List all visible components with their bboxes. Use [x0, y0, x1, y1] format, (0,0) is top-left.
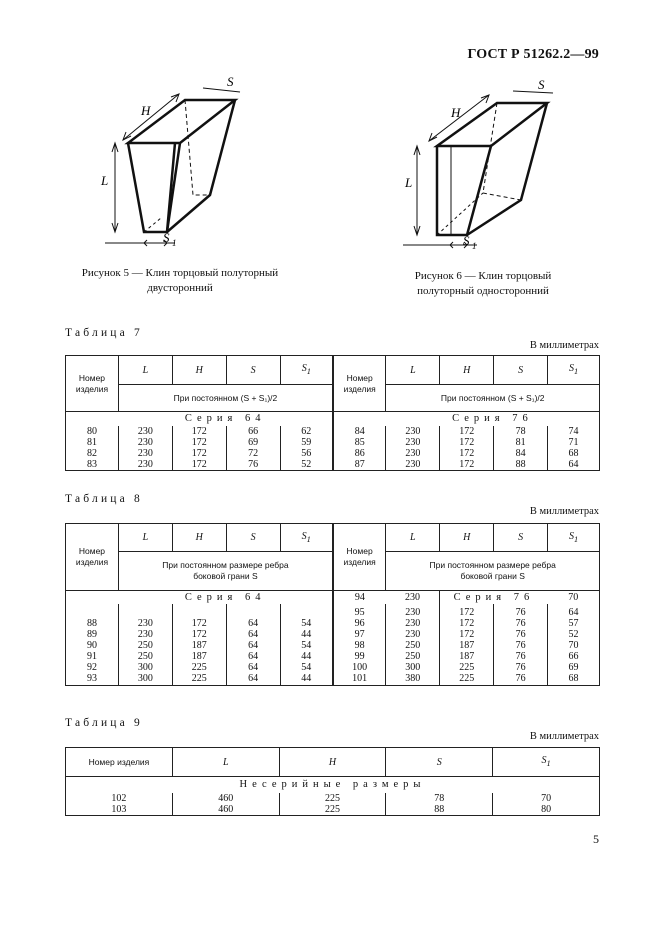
table-cell: 68 [548, 673, 600, 684]
table-cell: 172 [440, 618, 494, 629]
t7-body [66, 426, 600, 471]
table-cell: 172 [172, 459, 226, 471]
table-cell: 300 [118, 673, 172, 684]
table-cell: 64 [226, 629, 280, 640]
t9-col-s1-sub: 1 [546, 759, 551, 768]
t8-col-s1-right-main: S [568, 530, 574, 542]
document-header: ГОСТ Р 51262.2—99 [467, 47, 599, 62]
table-cell: 172 [172, 618, 226, 629]
table-row [66, 607, 600, 618]
table-cell-empty [118, 684, 172, 686]
table-cell: 70 [548, 640, 600, 651]
table-cell: 80 [493, 804, 600, 816]
table-cell: 225 [440, 673, 494, 684]
table-cell: 64 [226, 651, 280, 662]
table-cell-empty [386, 684, 440, 686]
t7-col-s1-left-sub: 1 [306, 367, 311, 376]
table-cell: 187 [172, 640, 226, 651]
table-cell: 225 [172, 673, 226, 684]
fig6-label-s: S [538, 77, 545, 92]
table-cell: 72 [226, 448, 280, 459]
table-cell: 80 [66, 426, 119, 437]
table-cell: 82 [66, 448, 119, 459]
t7-col-h-right: H [440, 356, 494, 385]
table-cell: 93 [66, 673, 119, 684]
fig6-label-s1: S [463, 233, 470, 248]
t8-col-s1-right-sub: 1 [573, 534, 579, 544]
table-cell-empty [66, 412, 119, 426]
table-cell: 250 [118, 651, 172, 662]
table-9-units: В миллиметрах [529, 731, 599, 742]
table-cell: 84 [333, 426, 386, 437]
table-cell: 225 [279, 804, 386, 816]
table-cell: 230 [118, 437, 172, 448]
t8-condition-right [386, 552, 600, 591]
table-cell: 78 [386, 793, 493, 804]
table-cell: 230 [118, 618, 172, 629]
t7-col-s1-left-main: S [301, 363, 307, 374]
table-row [66, 793, 600, 804]
fig5-label-s1: S [163, 230, 170, 245]
table-cell: 225 [172, 662, 226, 673]
table-cell: 76 [494, 662, 548, 673]
table-cell: 95 [333, 607, 386, 618]
table-cell: 76 [494, 618, 548, 629]
fig6-label-s1-sub: 1 [472, 241, 477, 251]
table-cell-empty [226, 607, 280, 618]
table-cell: 64 [548, 459, 600, 471]
figure-6-caption-line1: Рисунок 6 — Клин торцовый [414, 270, 552, 282]
table-cell: 230 [118, 448, 172, 459]
table-cell: 250 [118, 640, 172, 651]
figure-6-drawing [395, 75, 565, 255]
t8-condition-left-line1: При постоянном размере ребра [162, 560, 289, 570]
table-cell: 172 [172, 437, 226, 448]
table-cell: 230 [386, 607, 440, 618]
t7-series-right: Серия 76 [386, 412, 600, 426]
table-cell-empty [66, 684, 119, 686]
table-7-title: Таблица 7 [65, 327, 143, 339]
t8-condition-left-line2: боковой грани S [193, 571, 258, 581]
t8-condition-left [118, 552, 332, 591]
table-cell: 100 [333, 662, 386, 673]
t7-col-s1-right [548, 356, 600, 385]
table-cell: 94 [333, 591, 386, 604]
table-row [66, 426, 600, 437]
t8-col-l-right: L [386, 524, 440, 552]
table-row [66, 618, 600, 629]
table-cell: 76 [494, 651, 548, 662]
table-row [66, 662, 600, 673]
table-cell: 56 [301, 447, 312, 459]
table-cell: 76 [494, 607, 548, 618]
t7-col-s1-right-main: S [568, 363, 574, 374]
table-cell: 380 [386, 673, 440, 684]
table-cell: 187 [440, 640, 494, 651]
t7-col-s-left: S [226, 356, 280, 385]
table-row [66, 651, 600, 662]
table-cell: 64 [548, 607, 600, 618]
table-cell: 88 [386, 804, 493, 816]
table-cell-empty [66, 591, 119, 604]
t7-col-l-left: L [118, 356, 172, 385]
t7-series-left: Серия 64 [118, 412, 333, 426]
table-cell: 460 [172, 793, 279, 804]
table-cell: 81 [66, 437, 119, 448]
table-7-units: В миллиметрах [529, 340, 599, 351]
t7-col-s1-right-sub: 1 [573, 367, 579, 376]
table-cell: 66 [226, 426, 280, 437]
table-cell: 85 [333, 437, 386, 448]
table-cell: 44 [301, 628, 312, 640]
table-cell: 225 [279, 793, 386, 804]
table-cell: 230 [386, 459, 440, 471]
table-cell-empty [172, 607, 226, 618]
table-cell: 59 [301, 436, 312, 448]
t8-col-s1-left-main: S [301, 530, 307, 542]
table-cell-empty [333, 412, 386, 426]
table-8 [65, 523, 600, 686]
table-cell: 44 [301, 672, 312, 684]
table-cell: 102 [66, 793, 173, 804]
table-cell: 172 [440, 459, 494, 471]
table-cell: 88 [66, 618, 119, 629]
table-cell: 230 [118, 629, 172, 640]
fig5-label-h: H [141, 103, 151, 118]
table-row [66, 629, 600, 640]
table-cell: 84 [494, 448, 548, 459]
figure-5-caption-line1: Рисунок 5 — Клин торцовый полуторный [81, 267, 279, 279]
table-cell: 300 [386, 662, 440, 673]
table-9-title: Таблица 9 [65, 717, 143, 729]
table-cell: 44 [301, 650, 312, 662]
t9-col-s1-main: S [541, 755, 547, 766]
table-cell: 83 [66, 459, 119, 471]
table-cell: 86 [333, 448, 386, 459]
table-cell: 62 [301, 425, 312, 437]
t8-col-s1-left-sub: 1 [306, 534, 311, 544]
table-cell: 230 [386, 448, 440, 459]
fig5-label-s1-sub: 1 [172, 238, 177, 248]
t8-col-h-left: H [172, 524, 226, 552]
table-cell: 91 [66, 651, 119, 662]
t9-col-h: H [279, 748, 386, 777]
table-cell: 76 [494, 673, 548, 684]
table-cell: 92 [66, 662, 119, 673]
t7-col-l-right: L [386, 356, 440, 385]
table-cell: 68 [548, 448, 600, 459]
table-cell: 230 [386, 437, 440, 448]
table-cell: 187 [440, 651, 494, 662]
table-cell: 76 [226, 459, 280, 471]
table-cell: 54 [301, 617, 312, 629]
table-cell: 172 [440, 629, 494, 640]
table-cell: 87 [333, 459, 386, 471]
table-cell-empty [440, 684, 494, 686]
table-cell: 69 [548, 662, 600, 673]
table-cell-empty [494, 684, 548, 686]
table-cell: 103 [66, 804, 173, 816]
table-cell: 250 [386, 651, 440, 662]
table-cell: 52 [548, 629, 600, 640]
table-cell-empty [280, 684, 333, 686]
table-cell: 172 [172, 448, 226, 459]
table-cell-empty [172, 684, 226, 686]
t9-series: Несерийные размеры [66, 777, 600, 793]
table-cell: 69 [226, 437, 280, 448]
table-cell: 97 [333, 629, 386, 640]
table-cell: 71 [548, 437, 600, 448]
table-8-units: В миллиметрах [529, 506, 599, 517]
t8-col-item-right: Номер изделия [333, 524, 386, 591]
table-cell: 230 [386, 591, 440, 604]
table-cell: 90 [66, 640, 119, 651]
table-cell: 172 [440, 426, 494, 437]
table-cell: 57 [548, 618, 600, 629]
table-cell: 76 [494, 640, 548, 651]
table-cell: 225 [440, 662, 494, 673]
t7-col-s-right: S [494, 356, 548, 385]
table-cell: 64 [226, 640, 280, 651]
table-cell-empty [280, 607, 333, 618]
table-cell: 300 [118, 662, 172, 673]
table-cell: 230 [386, 629, 440, 640]
t7-col-item-left: Номер изделия [66, 356, 119, 412]
table-cell: 460 [172, 804, 279, 816]
fig5-label-l: L [101, 173, 109, 188]
t9-col-s1 [493, 748, 600, 777]
table-cell-empty [66, 607, 119, 618]
table-row [66, 673, 600, 684]
t7-col-item-right: Номер изделия [333, 356, 386, 412]
fig6-label-h: H [451, 105, 461, 120]
table-cell: 172 [440, 437, 494, 448]
table-cell: 66 [548, 651, 600, 662]
fig6-label-l: L [405, 175, 413, 190]
table-cell: 54 [301, 639, 312, 651]
table-row [66, 640, 600, 651]
table-cell: 230 [118, 459, 172, 471]
t8-col-s-left: S [226, 524, 280, 552]
table-cell: 89 [66, 629, 119, 640]
figure-6-caption-line2: полуторный односторонний [417, 285, 549, 297]
table-cell: 172 [172, 426, 226, 437]
t9-col-item: Номер изделия [66, 748, 173, 777]
table-cell: 76 [494, 629, 548, 640]
table-cell: 54 [301, 661, 312, 673]
figure-5-caption [60, 266, 300, 296]
t8-series-left: Серия 64 [118, 591, 332, 604]
figure-5-caption-line2: двусторонний [147, 282, 213, 294]
figure-6-caption [368, 269, 598, 299]
t8-col-s1-left [280, 524, 333, 552]
table-cell: 230 [386, 618, 440, 629]
table-row [66, 804, 600, 816]
table-7 [65, 355, 600, 471]
table-cell: 98 [333, 640, 386, 651]
t8-col-item-left: Номер изделия [66, 524, 119, 591]
table-cell: 96 [333, 618, 386, 629]
t8-col-h-right: H [440, 524, 494, 552]
table-cell: 230 [118, 426, 172, 437]
table-cell-empty [548, 684, 600, 686]
table-cell-empty [118, 607, 172, 618]
table-cell: 250 [386, 640, 440, 651]
table-cell: 70 [493, 793, 600, 804]
t9-col-l: L [172, 748, 279, 777]
table-cell: 230 [386, 426, 440, 437]
table-cell: 172 [440, 607, 494, 618]
table-cell-empty [226, 684, 280, 686]
t7-condition-left: При постоянном (S + S₁)/2 [118, 385, 333, 412]
table-row [66, 448, 600, 459]
t8-col-l-left: L [118, 524, 172, 552]
t7-condition-right: При постоянном (S + S₁)/2 [386, 385, 600, 412]
table-cell: 78 [494, 426, 548, 437]
table-cell: 88 [494, 459, 548, 471]
table-cell: 101 [333, 673, 386, 684]
t8-col-s1-right [548, 524, 600, 552]
t7-col-s1-left [280, 356, 333, 385]
table-cell: 70 [548, 591, 600, 604]
table-cell: 187 [172, 651, 226, 662]
t8-series-right: Серия 76 [453, 591, 535, 603]
t7-col-h-left: H [172, 356, 226, 385]
fig5-label-s: S [227, 74, 234, 89]
table-cell: 74 [548, 426, 600, 437]
page-number: 5 [593, 832, 599, 846]
table-cell: 172 [172, 629, 226, 640]
table-cell: 64 [226, 662, 280, 673]
table-cell-empty [333, 684, 386, 686]
table-cell: 64 [226, 673, 280, 684]
table-8-title: Таблица 8 [65, 493, 143, 505]
t8-condition-right-line1: При постоянном размере ребра [429, 560, 556, 570]
table-cell: 81 [494, 437, 548, 448]
table-cell: 64 [226, 618, 280, 629]
table-cell: 99 [333, 651, 386, 662]
t9-col-s: S [386, 748, 493, 777]
t8-condition-right-line2: боковой грани S [460, 571, 525, 581]
figure-5-drawing [95, 70, 255, 250]
table-row [66, 437, 600, 448]
table-row [66, 459, 600, 471]
table-cell: 172 [440, 448, 494, 459]
table-cell: 52 [280, 459, 333, 471]
t8-col-s-right: S [494, 524, 548, 552]
table-9 [65, 747, 600, 816]
